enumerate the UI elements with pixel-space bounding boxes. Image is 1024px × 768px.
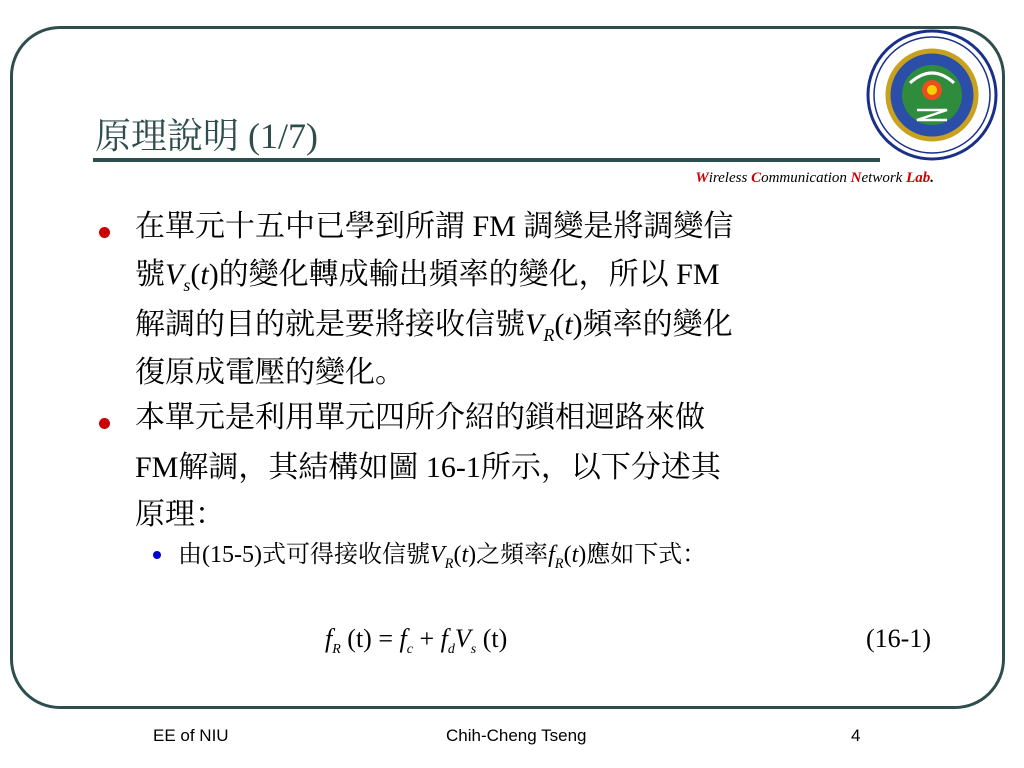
bullet2-line3: 原理： [135,498,225,531]
bullet1-line2 [135,260,720,294]
lab-initial-w: W [695,170,709,186]
lab-name [695,170,934,187]
math-v: V [429,542,445,568]
lab-initial-c: C [751,170,762,186]
math-t: t [564,308,573,341]
text-span: ( [190,258,201,291]
text-span: )的變化轉成輸出頻率的變化，所以 FM [208,258,720,291]
math-t: t [461,542,469,568]
bullet1-line1: 在單元十五中已學到所謂 FM 調變是將調變信 [135,210,734,243]
lab-word-ommunication: ommunication [761,170,851,186]
title-divider [93,158,880,162]
math-t: t [200,258,209,291]
bullet1-line4: 復原成電壓的變化。 [135,356,405,389]
text-span: 由(15-5)式可得接收信號 [178,542,430,568]
bullet-dot [99,227,110,238]
math-sub: R [554,555,564,572]
eq-part: + [412,624,441,653]
eq-part: (t) [476,624,508,653]
eq-f: f [440,624,448,653]
text-span: )應如下式： [578,542,707,568]
bullet2-line2: FM解調，其結構如圖 16-1所示，以下分述其 [135,451,721,484]
footer-center: Chih-Cheng Tseng [446,726,587,745]
bullet2-line1: 本單元是利用單元四所介紹的鎖相迴路來做 [135,401,705,434]
math-v: V [165,258,184,291]
lab-dot: . [930,170,934,186]
math-v: V [525,308,544,341]
university-logo [865,28,1000,163]
eq-sub: s [470,642,477,658]
equation-number: (16-1) [866,624,931,653]
sub-bullet-dot [153,551,161,559]
footer-left: EE of NIU [153,726,229,745]
eq-sub: c [406,642,413,658]
text-span: )頻率的變化 [572,308,733,341]
lab-word-lab: Lab [906,170,931,186]
lab-word-etwork: etwork [861,170,907,186]
eq-f: f [325,624,333,653]
equation-16-1 [325,624,507,658]
sub-bullet-text [178,543,706,571]
math-sub: R [444,555,454,572]
bullet-dot [99,418,110,429]
lab-word-ireless: ireless [708,170,752,186]
math-sub: R [543,325,555,345]
eq-f: f [399,624,407,653]
math-t: t [571,542,579,568]
text-span: 解調的目的就是要將接收信號 [135,308,525,341]
text-span: ( [563,542,572,568]
eq-sub: d [447,642,455,658]
page-number: 4 [851,726,861,745]
text-span: )之頻率 [468,542,549,568]
text-span: ( [554,308,565,341]
math-f: f [548,542,555,568]
math-sub: s [183,275,191,295]
lab-initial-n: N [850,170,862,186]
text-span: ( [453,542,462,568]
text-span: 號 [135,258,165,291]
slide-title: 原理說明 (1/7) [95,116,318,156]
eq-v: V [454,624,471,653]
bullet1-line3 [135,310,733,344]
eq-part: (t) = [340,624,400,653]
eq-sub: R [332,642,341,658]
